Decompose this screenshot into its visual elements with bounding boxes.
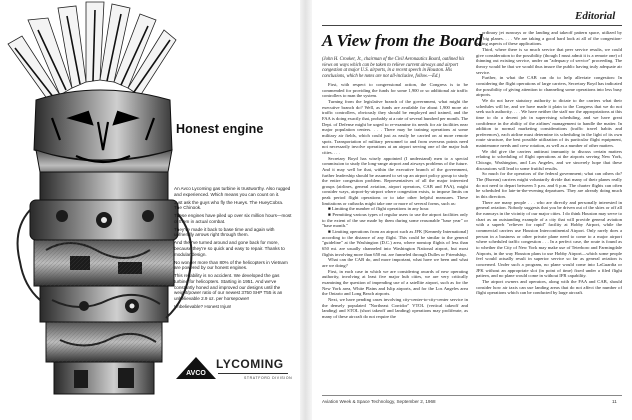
ad-paragraph: Unbelievable? Honest Injun! xyxy=(174,303,232,309)
feather-headdress xyxy=(8,2,176,100)
ad-paragraph: These engines have piled up over six million hours—most of them in actual combat. xyxy=(174,213,292,224)
editorial-paragraph: ■ Permitting various types of regular users to use the airport facilities only to the extent of the use made by them during some reasonable "base year" or "base month." xyxy=(322,212,468,229)
brand-name: LYCOMING xyxy=(216,357,284,371)
ad-paragraph: And they've turned around and gone back for more, because they're so quick and easy to repair. Thanks to modular design. xyxy=(174,240,285,257)
avco-logo-icon xyxy=(174,355,218,381)
editorial-paragraph: ■ Limiting the number of flight operations in any hour. xyxy=(328,206,430,212)
section-label: Editorial xyxy=(575,10,616,22)
editorial-paragraph: Third, where there is so much service that peer service results, we could give consideration to the possibility (though I must admit it is a remote one) of thinning out existing service, under an "adequacy of service" proceeding. The theory would be that we would thus insure the public having truly adequate air service. xyxy=(476,46,622,75)
editorial-lede: (John H. Crooker, Jr., chairman of the Civil Aeronautics Board, outlined his views on ways which can be taken to relieve current airways and airport congestion at major U.S. airports, in a recent speech in Houston. His conclusions, which he notes are not all-inclusive, follow.—Ed.) xyxy=(322,57,465,79)
editorial-paragraph: First, in each case in which we are considering awards of new operating authority, involving at least five major hub cities, we are very critically examining the question of impending use of a satellite airport, such as for the New York area, White Plains and Islip airports, and for the Los Angeles area the Ontario and Long Beach airports. xyxy=(322,268,468,297)
editorial-paragraph: ordinary jet runways or the landing and takeoff pattern space, utilized by the big planes. . . . We are taking a good hard look at all of the congestion-easing aspects of these applications. xyxy=(476,30,622,47)
editorial-paragraph: ■ Limiting operations from an airport such as JFK [Kennedy International] according to the distance of any flight. This could be similar to the general "guideline" at the Washington (D.C.) area, where nonstop flights of less than 650 mi. are usually channeled into Washington National airport, but most flights involving more than 650 mi. are funneled through Dulles or Friendship. xyxy=(322,229,468,257)
ad-body-copy xyxy=(174,186,292,312)
brand-rule xyxy=(218,373,288,374)
editorial-page xyxy=(312,0,632,420)
footer-rule xyxy=(322,395,622,396)
ad-paragraph: This reliability is no accident. We developed the gas turbine for helicopters. Starting in 1951. And we've constantly honed and improved our designs until the weight/power ratio of our newest 3750 SHP T55 is an unbelievable 2.9 oz. per horsepower! xyxy=(174,273,283,302)
editorial-paragraph: First, with respect to congressional action, the Congress is to be commended for providing the funds for some 1,900 or so additional air traffic controllers to man the system. xyxy=(322,82,468,99)
advertisement-page xyxy=(0,0,300,420)
editorial-column-left xyxy=(322,82,468,388)
editorial-paragraph: Next, we have pending cases involving city-center-to-city-center service in the densely populated "Northeast Corridor" VTOL (vertical takeoff and landing) and STOL (short takeoff and landing) operations may proliferate, as many of these aircraft do not require the xyxy=(322,296,468,319)
ad-headline: Honest engine xyxy=(176,122,264,136)
ad-paragraph: An Avco Lycoming gas turbine is trustworthy. Also rugged and experienced. Which means you can count on it. xyxy=(174,186,291,197)
editorial-paragraph: Secretary Boyd has wisely appointed (I understand) men to a special commission to study the long-range airport and airways problems of the future. And it may well be that, within the executive branch of the government, further leadership should be assumed to set up an airport policy group to study the entire congestion problem. Representatives of all the major interested groups (airlines, general aviation, airport operators, CAB and FAA), might consider ways, airport-by-airport where congestion exists, to impose limits on peak period flight operations or to take other helpful measures. These limitations or cutbacks might take one or more of several forms, such as: xyxy=(322,155,468,206)
page-gutter xyxy=(300,0,312,420)
section-rule xyxy=(322,25,622,26)
editorial-paragraph: There are many people . . . who are directly and personally interested in general aviation. Nobody suggests that you be driven out of the skies or off all the runways in the vicinity of our major cities. I do think Houston may serve to chart as an outstanding example of a city that will provide general aviation with a superb "reliever for rapid" facility at Hobby Airport, while the commercial carriers use Houston Intercontinental Airport. Only rarely does a person in a business or other private plane need to come to a major airport where scheduled traffic congestion . . . In a perfect case, the route is found as to whether the City of New York may make use of Teterboro and Farmingdale Airports, in the way Houston plans to use Hobby Airport—which some people feel would actually result in superior service so far as general aviation is concerned. Under such a program, no plane would come into LaGuardia or JFK without an appropriate slot (in point of time) fixed under a filed flight pattern, and no plane would come in without IFR capability. xyxy=(476,199,622,279)
editorial-paragraph: The airport owners and operators, along with the FAA and CAB, should consider how air taxis can use landing areas that do not affect the number of flight operations which can be conducted by large aircraft. xyxy=(476,278,622,296)
ad-paragraph: Just ask the guys who fly the Hueys. The HueyCobra. The Chinook. xyxy=(174,199,284,211)
editorial-paragraph: We did give the carriers antitrust immunity to discuss certain matters relating to scheduling of flight operations at the airports serving New York, Chicago, Washington, and Los Angeles, and we sincerely hope that these discussions will lead to some fruitful results. xyxy=(476,148,622,171)
editorial-paragraph: We do not have statutory authority to dictate to the carriers what their schedules will be, and we have made it plain to the Congress that we do not seek such authority. . . . We have neither the staff nor the appropriations at this time to do a decent job in supervising scheduling, and we have great confidence in the ability of the airlines' management to handle the matter. In addition to normal marketing considerations (traffic travel habits and preferences), each airline must determine its scheduling in the light of its own route structure, the best possible utilization of its particular flight equipment, maintenance needs and crew rotation, as well as a number of other matters. xyxy=(476,97,622,149)
ad-paragraph: They've made it back to base time and again with unfriendly arrows right through them. xyxy=(174,226,275,238)
editorial-paragraph: Further, in what the CAB can do to help alleviate congestion: In considering the flight operations of large carriers, Secretary Boyd has indicated the possibility of giving attention to channeling some operations into less busy airports. xyxy=(476,75,622,98)
brand-avco-text: AVCO xyxy=(186,370,206,377)
editorial-paragraph: What can the CAB do, and more important, what have we been and what are we doing? xyxy=(322,257,468,268)
ad-paragraph: No wonder more than 80% of the helicopters in Vietnam are powered by our honest engines. xyxy=(174,259,288,271)
page-footer: Aviation Week & Space Technology, September 2, 1968 xyxy=(322,399,436,404)
avco-lycoming-logo xyxy=(174,355,294,385)
editorial-title: A View from the Board xyxy=(322,31,483,50)
editorial-paragraph: So much for the operators of the federal government; what can others do? The (Bureau) carriers might voluntarily divide that many of their planes really do not need to depart between 5 p.m. and 6 p.m. The charter flights can often be scheduled for late-in-the-evening departures. They are already doing much in this direction. xyxy=(476,171,622,200)
brand-division: STRATFORD DIVISION xyxy=(244,376,293,380)
editorial-column-right xyxy=(476,30,622,388)
page-number: 11 xyxy=(612,399,617,404)
editorial-paragraph: Turning from the legislative branch of the government, what might the executive branch do? Well, as funds are available for about 1,900 more air traffic controllers, obviously they should be employed and trained, and the FAA is doing exactly that, probably at a rate of several hundred per month. The Dept. of Defense might be urged to re-examine its needs for air facilities near major population centers. . . . There may be training operations at some military air fields, which could just as easily be carried on at more remote spots. Transportation of military personnel to and from overseas points need not necessarily involve operations at an airport serving one of the major hub cities. . . . xyxy=(322,98,468,155)
